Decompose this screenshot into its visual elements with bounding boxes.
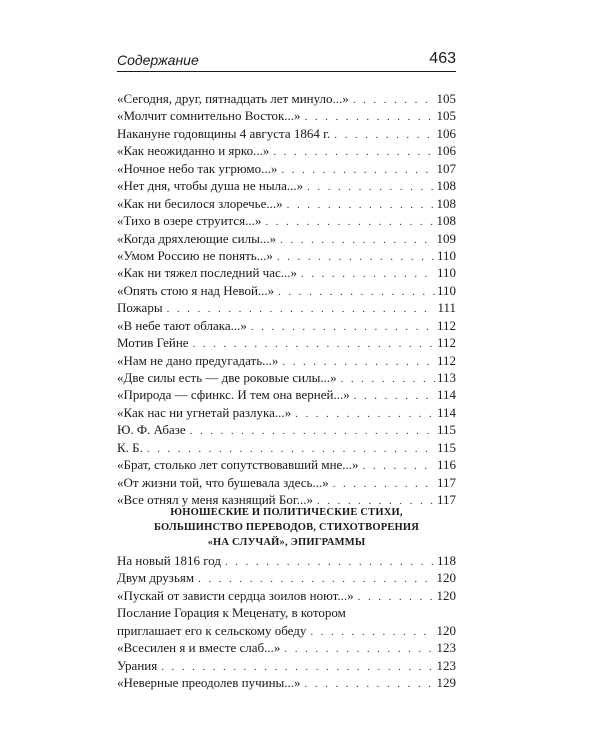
toc-entry	[117, 90, 456, 107]
toc-entry	[117, 142, 456, 159]
toc-entry-title: «Как ни бесилося злоречье...»	[117, 195, 283, 211]
toc-entry-page: 112	[436, 335, 456, 351]
dot-leader	[295, 406, 435, 423]
dot-leader	[341, 371, 435, 388]
toc-entry-page: 120	[436, 570, 456, 586]
toc-entry-page: 118	[436, 553, 456, 568]
toc-entry-title: «Нам не дано предугадать...»	[117, 352, 279, 368]
toc-entry	[117, 622, 456, 639]
toc-entry	[117, 195, 456, 212]
toc-entry	[117, 230, 456, 247]
toc-entry-title: «Как ни тяжел последний час...»	[117, 265, 298, 281]
toc-entry-title: «Умом Россию не понять...»	[117, 247, 273, 263]
dot-leader	[353, 92, 435, 109]
toc-entry-title: Ю. Ф. Абазе	[117, 422, 186, 438]
toc-entry-continued	[117, 604, 456, 622]
toc-entry-title: Пожары	[117, 300, 163, 316]
toc-entry	[117, 352, 456, 369]
dot-leader	[305, 676, 435, 693]
toc-entry-title: «Как нас ни угнетай разлука...»	[117, 404, 292, 420]
toc-entry	[117, 569, 456, 586]
toc-entry	[117, 177, 456, 194]
toc-entry	[117, 639, 456, 656]
toc-entry-title: «Опять стою я над Невой...»	[117, 282, 275, 298]
toc-entry-page: 111	[437, 300, 456, 316]
toc-entry-title: «Природа — сфинкс. И тем она верней...»	[117, 387, 350, 403]
toc-entry-title: «В небе тают облака...»	[117, 317, 247, 333]
running-header	[117, 48, 456, 70]
toc-entry-title: «Всесилен я и вместе слаб...»	[117, 640, 281, 656]
toc-entry	[117, 421, 456, 438]
dot-leader	[281, 162, 434, 179]
dot-leader	[251, 319, 435, 336]
toc-entry	[117, 386, 456, 403]
toc-entry-title: «Неверные преодолев пучины...»	[117, 675, 301, 691]
toc-entry	[117, 282, 456, 299]
page-number: 463	[429, 50, 456, 67]
dot-leader	[287, 197, 435, 214]
dot-leader	[301, 266, 435, 283]
toc-entry-title: На новый 1816 год	[117, 553, 221, 568]
toc-entry	[117, 317, 456, 334]
toc-entry	[117, 299, 456, 316]
toc-entry-title: «Как неожиданно и ярко...»	[117, 143, 270, 159]
toc-entry-title: «Все отнял у меня казнящий Бог...»	[117, 492, 313, 508]
toc-entry-page: 110	[436, 247, 456, 263]
toc-entry-title: «Когда дряхлеющие силы...»	[117, 230, 277, 246]
dot-leader	[363, 458, 435, 475]
toc-entry	[117, 674, 456, 691]
toc-entry	[117, 439, 456, 456]
toc-entry-page: 115	[436, 439, 456, 455]
toc-entry-page: 112	[436, 352, 456, 368]
toc-entry	[117, 404, 456, 421]
toc-entry-title: «Тихо в озере струится...»	[117, 213, 262, 229]
toc-entry-title: приглашает его к сельскому обеду	[117, 622, 307, 638]
toc-entry-page: 115	[436, 422, 456, 438]
dot-leader	[225, 554, 435, 571]
toc-entry	[117, 587, 456, 604]
toc-entry-page: 116	[436, 457, 456, 473]
toc-list	[117, 90, 456, 509]
section-heading-line: БОЛЬШИНСТВО ПЕРЕВОДОВ, СТИХОТВОРЕНИЯ	[153, 522, 420, 533]
toc-entry	[117, 247, 456, 264]
toc-entry-title: «Две силы есть — две роковые силы...»	[117, 370, 337, 385]
dot-leader	[354, 388, 435, 405]
dot-leader	[358, 589, 435, 606]
toc-entry-title: Накануне годовщины 4 августа 1864 г.	[117, 125, 331, 141]
toc-entry	[117, 264, 456, 281]
toc-entry-page: 110	[436, 282, 456, 298]
toc-entry-page: 105	[436, 108, 456, 124]
toc-entry	[117, 160, 456, 177]
toc-entry-page: 108	[436, 195, 456, 211]
toc-entry-page: 112	[436, 317, 456, 333]
dot-leader	[273, 144, 434, 161]
toc-entry-page: 117	[436, 474, 456, 490]
toc-entry-title: «Пускай от зависти сердца зоилов ноют...»	[117, 587, 354, 603]
toc-entry-page: 109	[436, 230, 456, 246]
dot-leader	[280, 232, 434, 249]
toc-entry	[117, 369, 456, 386]
dot-leader	[284, 641, 434, 658]
section-heading-line: «НА СЛУЧАЙ», ЭПИГРАММЫ	[207, 537, 366, 548]
toc-entry-page: 129	[436, 675, 456, 691]
toc-entry-page: 113	[436, 370, 456, 385]
section-heading	[117, 505, 456, 550]
toc-entry-title: Послание Горация к Меценату, в котором	[117, 605, 346, 621]
toc-entry	[117, 212, 456, 229]
dot-leader	[278, 284, 435, 301]
dot-leader	[277, 249, 435, 266]
toc-entry-title: «Ночное небо так угрюмо...»	[117, 160, 278, 176]
toc-entry-page: 108	[436, 213, 456, 229]
dot-leader	[334, 127, 434, 144]
dot-leader	[190, 423, 435, 440]
toc-entry	[117, 552, 456, 569]
toc-entry	[117, 657, 456, 674]
toc-entry-title: «Нет дня, чтобы душа не ныла...»	[117, 178, 304, 194]
toc-entry-title: «Сегодня, друг, пятнадцать лет минуло...»	[117, 91, 349, 106]
section-heading-line: ЮНОШЕСКИЕ И ПОЛИТИЧЕСКИЕ СТИХИ,	[170, 507, 403, 518]
toc-entry	[117, 107, 456, 124]
dot-leader	[307, 179, 434, 196]
toc-entry-title: К. Б.	[117, 439, 143, 455]
toc-entry-title: Двум друзьям	[117, 570, 195, 586]
toc-entry-title: Урания	[117, 657, 158, 673]
toc-entry-page: 106	[436, 125, 456, 141]
toc-entry-page: 106	[436, 143, 456, 159]
toc-entry	[117, 125, 456, 142]
toc-entry-page: 108	[436, 178, 456, 194]
toc-entry-page: 123	[436, 640, 456, 656]
toc-entry-page: 114	[436, 387, 456, 403]
toc-entry-page: 110	[436, 265, 456, 281]
toc-entry	[117, 334, 456, 351]
toc-entry-page: 120	[436, 587, 456, 603]
toc-entry-page: 123	[436, 657, 456, 673]
dot-leader	[333, 476, 435, 493]
toc-entry-title: «От жизни той, что бушевала здесь...»	[117, 474, 329, 490]
toc-entry	[117, 474, 456, 491]
toc-entry-title: «Брат, столько лет сопутствовавший мне...»	[117, 457, 359, 473]
toc-entry-page: 105	[436, 91, 456, 106]
toc-entry-title: Мотив Гейне	[117, 335, 189, 351]
toc-entry-title: «Молчит сомнительно Восток...»	[117, 108, 301, 124]
toc-entry-page: 120	[436, 622, 456, 638]
toc-list-section	[117, 552, 456, 692]
toc-entry-page: 114	[436, 404, 456, 420]
toc-entry	[117, 456, 456, 473]
header-rule	[117, 71, 456, 72]
dot-leader	[265, 214, 434, 231]
toc-entry-page: 117	[436, 492, 456, 508]
dot-leader	[310, 624, 434, 641]
toc-entry-page: 107	[436, 160, 456, 176]
section-title: Содержание	[117, 52, 199, 68]
